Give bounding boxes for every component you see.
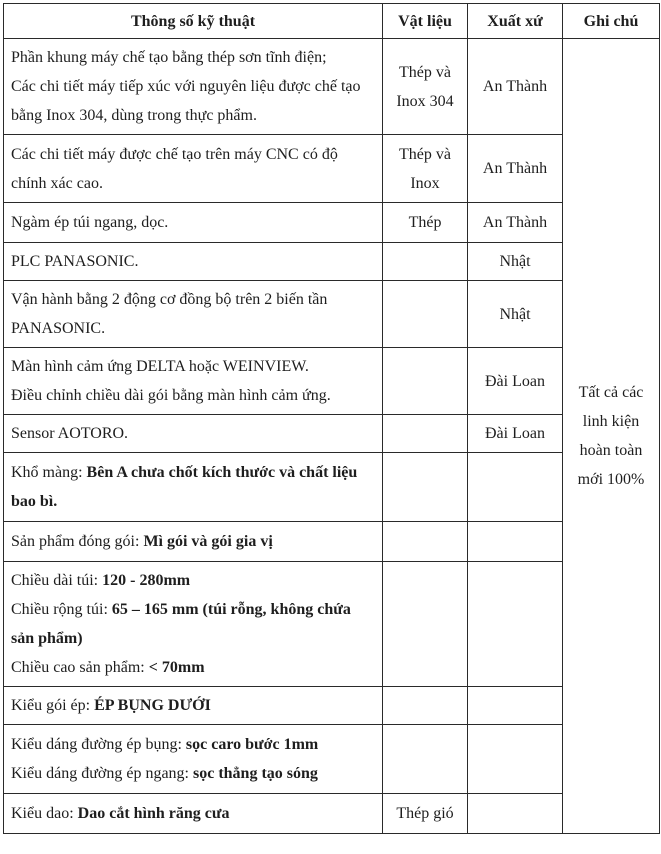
spec-text: Điều chỉnh chiều dài gói bằng màn hình cảm ứng.: [11, 387, 331, 404]
origin-text: An Thành: [482, 214, 548, 231]
material-text: Inox 304: [396, 92, 454, 110]
origin-text: Nhật: [499, 305, 531, 323]
spec-line: [11, 566, 376, 595]
origin-cell: [468, 39, 563, 135]
header-note: Ghi chú: [563, 4, 660, 39]
spec-text: Các chi tiết máy tiếp xúc với nguyên liệu được chế tạo bằng Inox 304, dùng trong thực phẩm.: [11, 78, 361, 124]
header-row: [4, 4, 660, 39]
material-text: Inox: [410, 174, 440, 192]
origin-cell: [468, 522, 563, 562]
material-cell: [383, 39, 468, 135]
material-cell: [383, 348, 468, 415]
spec-text: Sensor AOTORO.: [11, 425, 129, 442]
spec-text: Phần khung máy chế tạo bằng thép sơn tĩnh điện;: [11, 49, 327, 66]
origin-text: Đài Loan: [485, 372, 545, 390]
spec-text: Chiều cao sản phẩm:: [11, 659, 149, 676]
spec-value: ÉP BỤNG DƯỚI: [94, 697, 211, 714]
origin-cell: [468, 243, 563, 281]
table-row: [4, 135, 660, 203]
spec-text: Vận hành bằng 2 động cơ đồng bộ trên 2 biến tần PANASONIC.: [11, 291, 328, 337]
spec-line: [11, 759, 376, 788]
spec-line: [11, 691, 376, 720]
spec-line: [11, 208, 376, 237]
material-cell: [383, 687, 468, 725]
origin-text: Nhật: [499, 253, 531, 270]
material-text: Thép và: [399, 145, 451, 163]
spec-cell: [4, 725, 383, 794]
spec-cell: [4, 794, 383, 834]
spec-value: < 70mm: [148, 659, 205, 676]
spec-cell: [4, 281, 383, 348]
spec-line: [11, 653, 376, 682]
table-row: [4, 725, 660, 794]
spec-text: Màn hình cảm ứng DELTA hoặc WEINVIEW.: [11, 358, 309, 375]
material-cell: [383, 725, 468, 794]
spec-text: Ngàm ép túi ngang, dọc.: [11, 214, 169, 231]
table-row: [4, 794, 660, 834]
spec-text: Kiểu dáng đường ép bụng:: [11, 736, 186, 753]
material-cell: [383, 522, 468, 562]
material-cell: [383, 243, 468, 281]
material-cell: [383, 794, 468, 834]
spec-cell: [4, 39, 383, 135]
material-text: Thép gió: [396, 805, 454, 822]
origin-cell: [468, 203, 563, 243]
table-row: [4, 348, 660, 415]
spec-line: [11, 527, 376, 556]
table-row: [4, 243, 660, 281]
spec-text: Sản phẩm đóng gói:: [11, 533, 144, 550]
spec-value: Mì gói và gói gia vị: [143, 533, 273, 550]
material-text: Thép: [408, 214, 442, 231]
spec-cell: [4, 562, 383, 687]
table-body: [4, 39, 660, 834]
spec-value: Dao cắt hình răng cưa: [77, 805, 230, 822]
origin-cell: [468, 453, 563, 522]
spec-value: Bên A chưa chốt kích thước và chất liệu bao bì.: [11, 464, 358, 510]
material-cell: [383, 281, 468, 348]
note-text: linh kiện: [582, 413, 640, 430]
table-row: [4, 522, 660, 562]
spec-line: [11, 247, 376, 276]
note-text: hoàn toàn: [579, 442, 643, 459]
spec-cell: [4, 453, 383, 522]
spec-line: [11, 140, 376, 198]
spec-text: Khổ màng:: [11, 464, 87, 481]
spec-line: [11, 458, 376, 516]
material-cell: [383, 203, 468, 243]
origin-text: An Thành: [482, 78, 548, 95]
spec-table: [3, 3, 660, 834]
note-text: Tất cả các: [578, 384, 644, 401]
origin-text: An Thành: [482, 160, 548, 177]
material-cell: [383, 453, 468, 522]
origin-cell: [468, 562, 563, 687]
spec-line: [11, 799, 376, 828]
spec-text: Kiểu dao:: [11, 805, 78, 822]
origin-cell: [468, 415, 563, 453]
spec-text: Các chi tiết máy được chế tạo trên máy CNC có độ chính xác cao.: [11, 145, 338, 192]
header-spec: Thông số kỹ thuật: [4, 4, 383, 39]
table-row: [4, 281, 660, 348]
origin-cell: [468, 281, 563, 348]
spec-value: 65 – 165 mm (túi rỗng, không chứa sản phẩm): [11, 601, 351, 647]
header-origin: Xuất xứ: [468, 4, 563, 39]
material-text: Thép và: [399, 63, 451, 81]
spec-value: sọc caro bước 1mm: [185, 736, 319, 753]
material-cell: [383, 415, 468, 453]
table-row: [4, 453, 660, 522]
origin-text: Đài Loan: [485, 425, 545, 442]
spec-line: [11, 595, 376, 653]
spec-line: [11, 285, 376, 343]
note-cell: [563, 39, 660, 834]
spec-line: [11, 381, 376, 410]
note-text: mới 100%: [577, 471, 645, 488]
table-row: [4, 687, 660, 725]
spec-cell: [4, 415, 383, 453]
origin-cell: [468, 135, 563, 203]
spec-line: [11, 43, 376, 72]
table-row: [4, 203, 660, 243]
spec-cell: [4, 243, 383, 281]
spec-line: [11, 419, 376, 448]
spec-cell: [4, 203, 383, 243]
spec-text: Chiều dài túi:: [11, 572, 103, 589]
table-row: [4, 562, 660, 687]
origin-cell: [468, 348, 563, 415]
spec-value: sọc thẳng tạo sóng: [192, 765, 318, 782]
origin-cell: [468, 794, 563, 834]
spec-text: Kiểu gói ép:: [11, 697, 95, 714]
spec-line: [11, 72, 376, 130]
table-row: [4, 415, 660, 453]
spec-value: 120 - 280mm: [102, 572, 191, 589]
spec-line: [11, 730, 376, 759]
material-cell: [383, 135, 468, 203]
spec-text: Chiều rộng túi:: [11, 601, 112, 618]
spec-cell: [4, 522, 383, 562]
origin-cell: [468, 687, 563, 725]
table-row: [4, 39, 660, 135]
spec-cell: [4, 687, 383, 725]
spec-text: PLC PANASONIC.: [11, 253, 139, 270]
header-material: Vật liệu: [383, 4, 468, 39]
origin-cell: [468, 725, 563, 794]
spec-cell: [4, 348, 383, 415]
material-cell: [383, 562, 468, 687]
spec-text: Kiểu dáng đường ép ngang:: [11, 765, 193, 782]
spec-cell: [4, 135, 383, 203]
spec-line: [11, 352, 376, 381]
